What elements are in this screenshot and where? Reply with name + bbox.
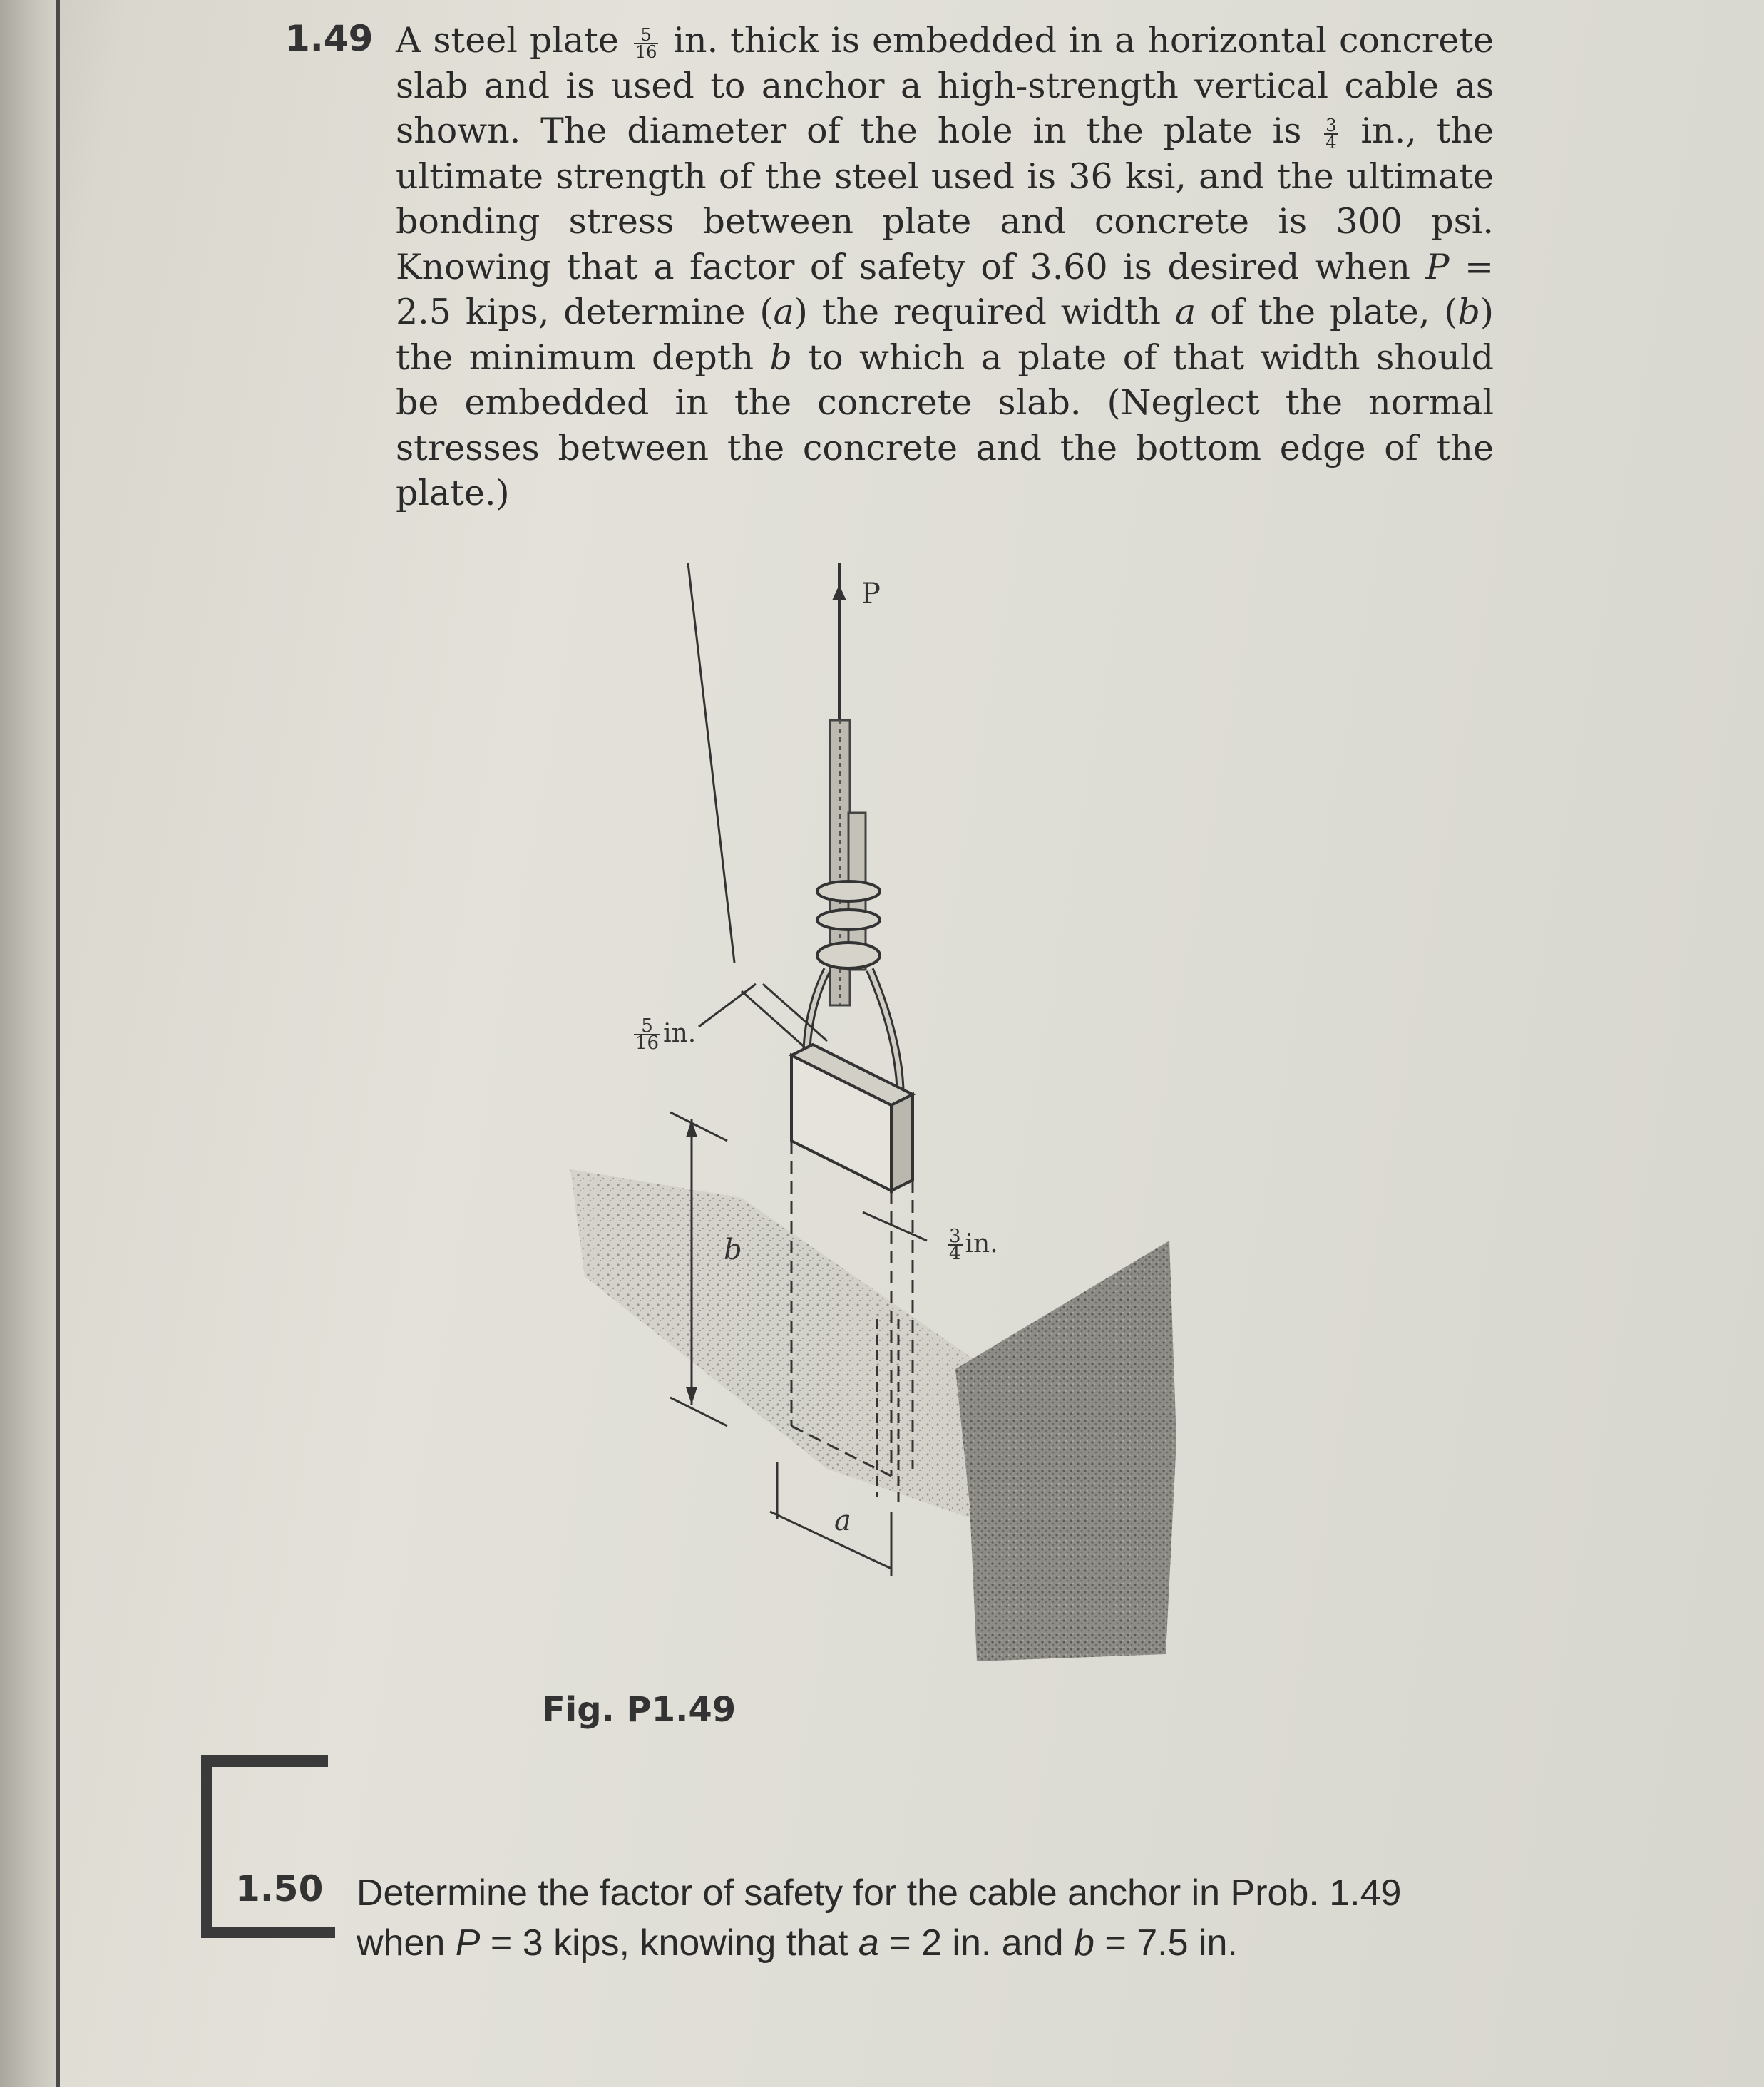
problem-number: 1.49 (285, 18, 374, 59)
figure-caption: Fig. P1.49 (542, 1690, 737, 1730)
problem-1-49 (285, 18, 1497, 516)
label-a: a (834, 1504, 851, 1537)
figure-p1-49 (556, 563, 1269, 1676)
load-arrow-head (832, 585, 846, 600)
cable-clamp-2 (817, 910, 880, 930)
concrete-slab-section (955, 1241, 1176, 1661)
anchor-diagram (556, 563, 1269, 1676)
label-thickness: $\frac{5}{16}$ in. (635, 1015, 697, 1054)
problem-1-50 (235, 1868, 1590, 1968)
problem-statement: A steel plate $\frac{5}{16}$ in. thick is embedded in a horizontal concrete slab and is used to anchor a high-strength vertical cable as shown. The diameter of the hole in the plate is $\frac{3}{4}$ in., the ultimate strength of the steel used is 36 ksi, and the ultimate bonding stress between plate and concrete is 300 psi. Knowing that a factor of safety of 3.60 is desired when P = 2.5 kips, determine (a) the required width a of the plate, (b) the minimum depth b to which a plate of that width should be embedded in the concrete slab. (Neglect the normal stresses between the concrete and the bottom edge of the plate.) (396, 20, 1494, 513)
label-P: P (861, 578, 881, 610)
book-spine-shadow (0, 0, 57, 2087)
label-b: b (724, 1234, 742, 1266)
margin-rule (56, 0, 60, 2087)
thickness-arrow (699, 984, 756, 1027)
dimension-a-line (770, 1512, 891, 1569)
hole-dimension-line (863, 1212, 927, 1241)
cable-clamp-1 (817, 881, 880, 901)
fraction-hole: $\frac{3}{4}$ (1325, 115, 1337, 153)
label-hole: $\frac{3}{4}$ in. (949, 1226, 998, 1264)
fraction-thickness: $\frac{5}{16}$ (635, 24, 657, 62)
problem-number: 1.50 (235, 1868, 324, 1909)
problem-statement: Determine the factor of safety for the cable anchor in Prob. 1.49 when P = 3 kips, knowing that a = 2 in. and b = 7.5 in. (357, 1872, 1402, 1964)
